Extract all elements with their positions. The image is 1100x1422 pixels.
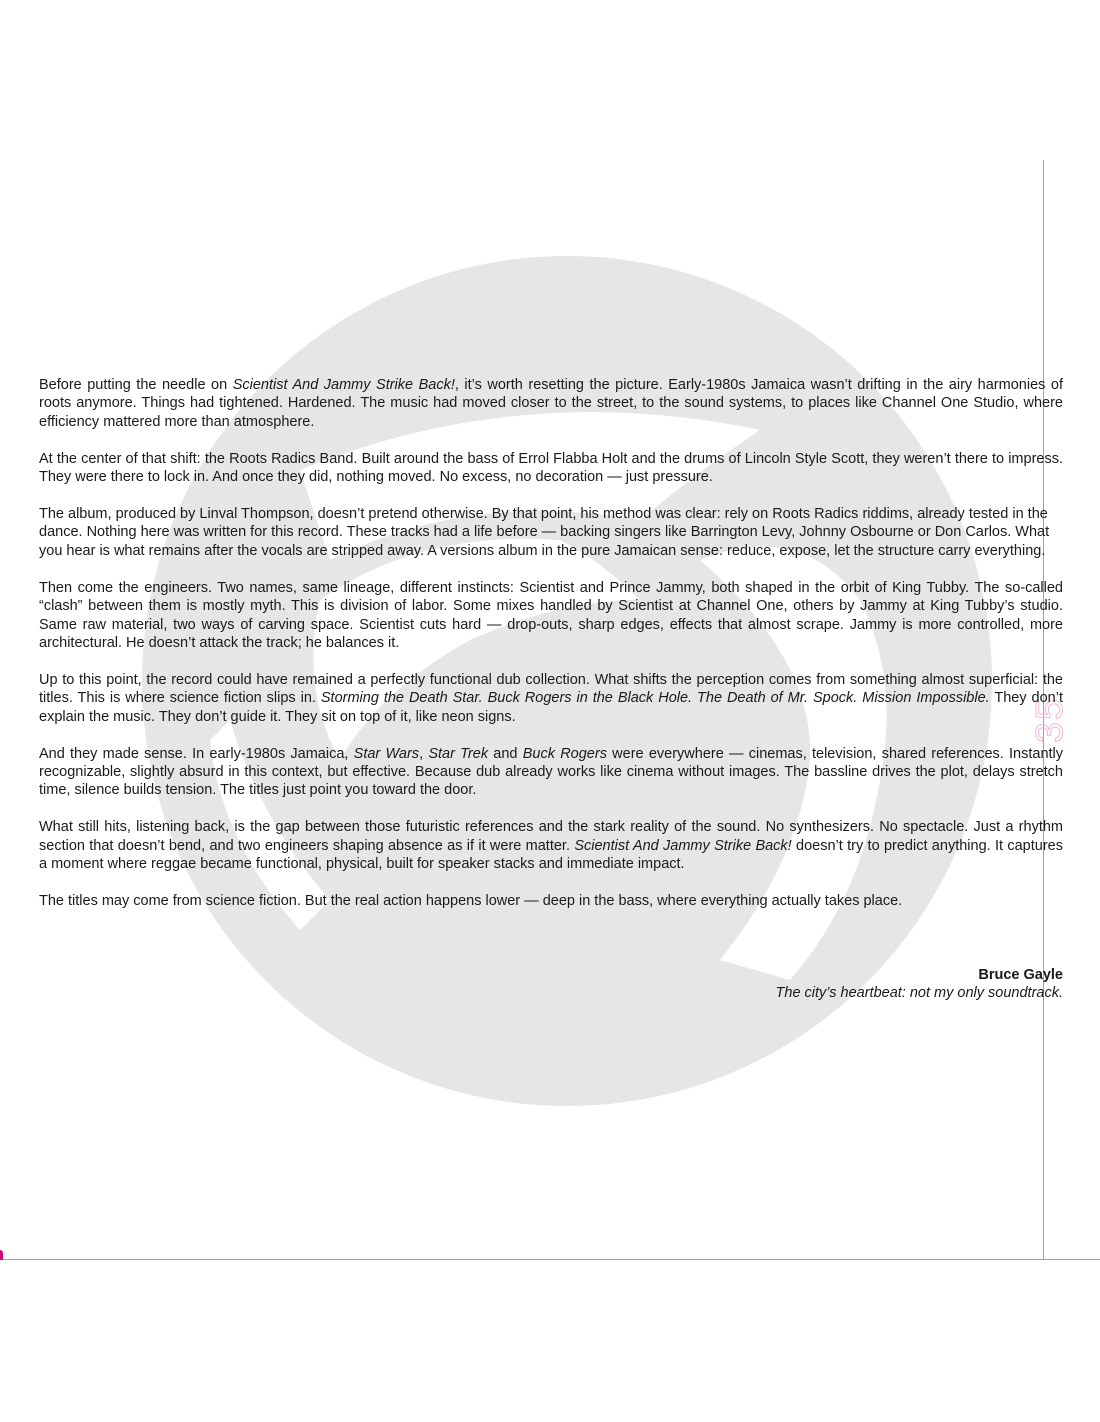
album-title: Scientist And Jammy Strike Back!	[574, 837, 792, 854]
track-titles: Storming the Death Star. Buck Rogers in the Black Hole. The Death of Mr. Spock. Mission Impossible.	[320, 690, 990, 707]
paragraph-1	[39, 376, 1063, 431]
paragraph-2: At the center of that shift: the Roots Radics Band. Built around the bass of Errol Flabba Holt and the drums of Lincoln Style Scott, they weren’t there to impress. They were there to lock in. And once they did, nothing moved. No excess, no decoration — just pressure.	[39, 450, 1063, 486]
paragraph-8: The titles may come from science fiction. But the real action happens lower — deep in the bass, where everything actually takes place.	[39, 893, 903, 910]
paragraph-text: Up to this point, the record could have remained a perfectly functional dub collection. What shifts the perception comes from something almost superficial: the titles. This is where science fiction slips in.	[39, 671, 1063, 707]
author-tagline: The city’s heartbeat: not my only soundtrack.	[775, 985, 1063, 1002]
signature-block	[776, 966, 1063, 1003]
film-title: Buck Rogers	[522, 745, 607, 762]
paragraph-6	[39, 745, 1063, 800]
film-title: Star Wars	[353, 745, 420, 762]
paragraph-4: Then come the engineers. Two names, same lineage, different instincts: Scientist and Prince Jammy, both shaped in the orbit of King Tubby. The so-called “clash” between them is mostly myth. This is division of labor. Some mixes handled by Scientist at Channel One, others by Jammy at King Tubby’s studio. Same raw material, two ways of carving space. Scientist cuts hard — drop-outs, sharp edges, effects that almost scrape. Jammy is more controlled, more architectural. He doesn’t attack the track; he balances it.	[39, 579, 1063, 651]
crop-mark	[0, 1250, 3, 1260]
article-body	[39, 376, 1063, 929]
paragraph-text: What still hits, listening back, is the gap between those futuristic references and the stark reality of the sound. No synthesizers. No spectacle. Just a rhythm section that doesn’t bend, and two engineers shaping absence as if it were matter.	[39, 819, 1063, 854]
paragraph-text: ,	[419, 745, 429, 762]
paragraph-3: The album, produced by Linval Thompson, doesn’t pretend otherwise. By that point, his method was clear: rely on Roots Radics riddims, already tested in the dance. Nothing here was written for this record. These tracks had a life before — backing singers like Barrington Levy, Johnny Osbourne or Don Carlos. What you hear is what remains after the vocals are stripped away. A versions album in the pure Jamaican sense: reduce, expose, let the structure carry everything.	[39, 506, 1050, 559]
paragraph-text: and	[488, 745, 523, 762]
paragraph-text: Before putting the needle on	[39, 377, 233, 393]
paragraph-7	[39, 818, 1063, 873]
paragraph-text: , it’s worth resetting the picture. Early-1980s Jamaica wasn’t drifting in the airy harmonies of roots anymore. Things had tightened. Hardened. The music had moved closer to the street, to the sound systems, to places like Channel One Studio, where efficiency mattered more than atmosphere.	[39, 377, 1063, 430]
paragraph-text: were everywhere — cinemas, television, shared references. Instantly recognizable, slightly absurd in this context, but effective. Because dub already works like cinema without images. The bassline drives the plot, delays stretch time, silence builds tension. The titles just point you toward the door.	[39, 745, 1064, 799]
film-title: Star Trek	[428, 745, 489, 762]
album-title: Scientist And Jammy Strike Back!	[232, 377, 455, 393]
paragraph-text: They don’t explain the music. They don’t guide it. They sit on top of it, like neon signs.	[39, 690, 1063, 725]
paragraph-5	[39, 671, 1063, 726]
page-number: 35	[1029, 696, 1071, 744]
paragraph-text: doesn’t try to predict anything. It captures a moment where reggae became functional, physical, built for speaker stacks and immediate impact.	[39, 837, 1063, 873]
author-name: Bruce Gayle	[978, 967, 1063, 983]
margin-guide-horizontal	[0, 1259, 1100, 1260]
paragraph-text: And they made sense. In early-1980s Jamaica,	[39, 745, 354, 762]
